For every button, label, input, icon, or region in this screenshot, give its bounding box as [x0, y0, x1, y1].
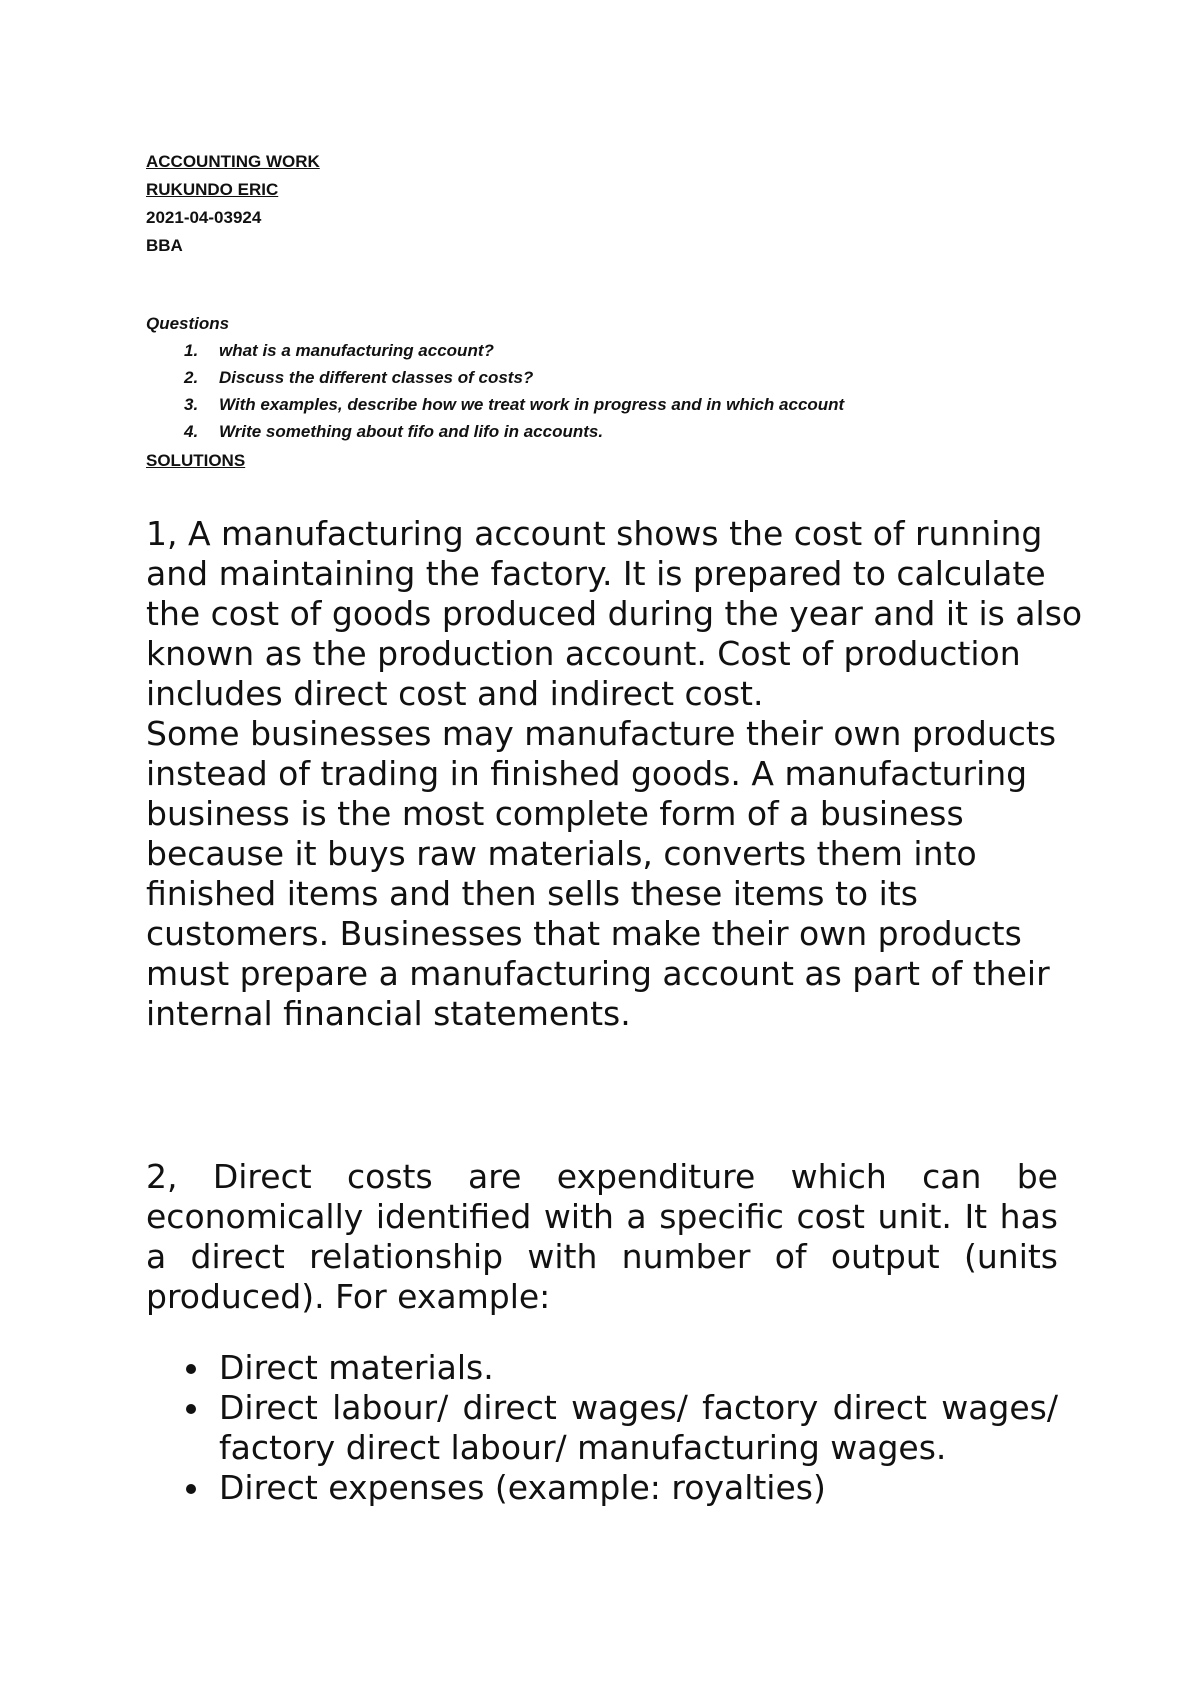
solutions-heading: SOLUTIONS [146, 451, 246, 470]
answer-2: 2, Direct costs are expenditure which can be economically identified with a specific cost unit. It has a direct relationship with number of output (units produced). For example: [146, 1157, 1058, 1316]
question-text: Write something about fifo and lifo in accounts. [219, 422, 604, 441]
student-name: RUKUNDO ERIC [146, 180, 279, 199]
question-number: 1. [184, 341, 199, 360]
question-text: With examples, describe how we treat work in progress and in which account [219, 395, 845, 414]
answer-1 [146, 514, 1086, 1034]
bullet-icon [186, 1484, 196, 1494]
questions-list [146, 337, 844, 445]
list-item-text: Direct labour/ direct wages/ factory direct wages/ factory direct labour/ manufacturing wages. [219, 1388, 1058, 1467]
document-header [146, 148, 320, 260]
list-item [146, 1468, 1058, 1508]
question-item [146, 364, 844, 391]
list-item [146, 1388, 1058, 1468]
question-number: 2. [184, 368, 199, 387]
list-item-text: Direct expenses (example: royalties) [219, 1468, 826, 1507]
questions-heading: Questions [146, 314, 230, 333]
bullet-icon [186, 1404, 196, 1414]
bullet-icon [186, 1364, 196, 1374]
question-text: what is a manufacturing account? [219, 341, 494, 360]
question-number: 3. [184, 395, 199, 414]
question-text: Discuss the different classes of costs? [219, 368, 534, 387]
questions-section [146, 310, 844, 445]
list-item [146, 1348, 1058, 1388]
answer-1-paragraph-2: Some businesses may manufacture their own products instead of trading in finished goods. A manufacturing business is the most complete form of a business because it buys raw materials, converts them into finished items and then sells these items to its customers. Businesses that make their own products must prepare a manufacturing account as part of their internal financial statements. [146, 714, 1057, 1033]
program-name: BBA [146, 236, 183, 255]
question-number: 4. [184, 422, 199, 441]
registration-number: 2021-04-03924 [146, 208, 262, 227]
document-title: ACCOUNTING WORK [146, 152, 320, 171]
answer-1-paragraph-1: 1, A manufacturing account shows the cost of running and maintaining the factory. It is prepared to calculate the cost of goods produced during the year and it is also known as the production account. Cost of production includes direct cost and indirect cost. [146, 514, 1083, 713]
question-item [146, 391, 844, 418]
list-item-text: Direct materials. [219, 1348, 494, 1387]
direct-costs-list [146, 1348, 1058, 1508]
question-item [146, 418, 844, 445]
question-item [146, 337, 844, 364]
